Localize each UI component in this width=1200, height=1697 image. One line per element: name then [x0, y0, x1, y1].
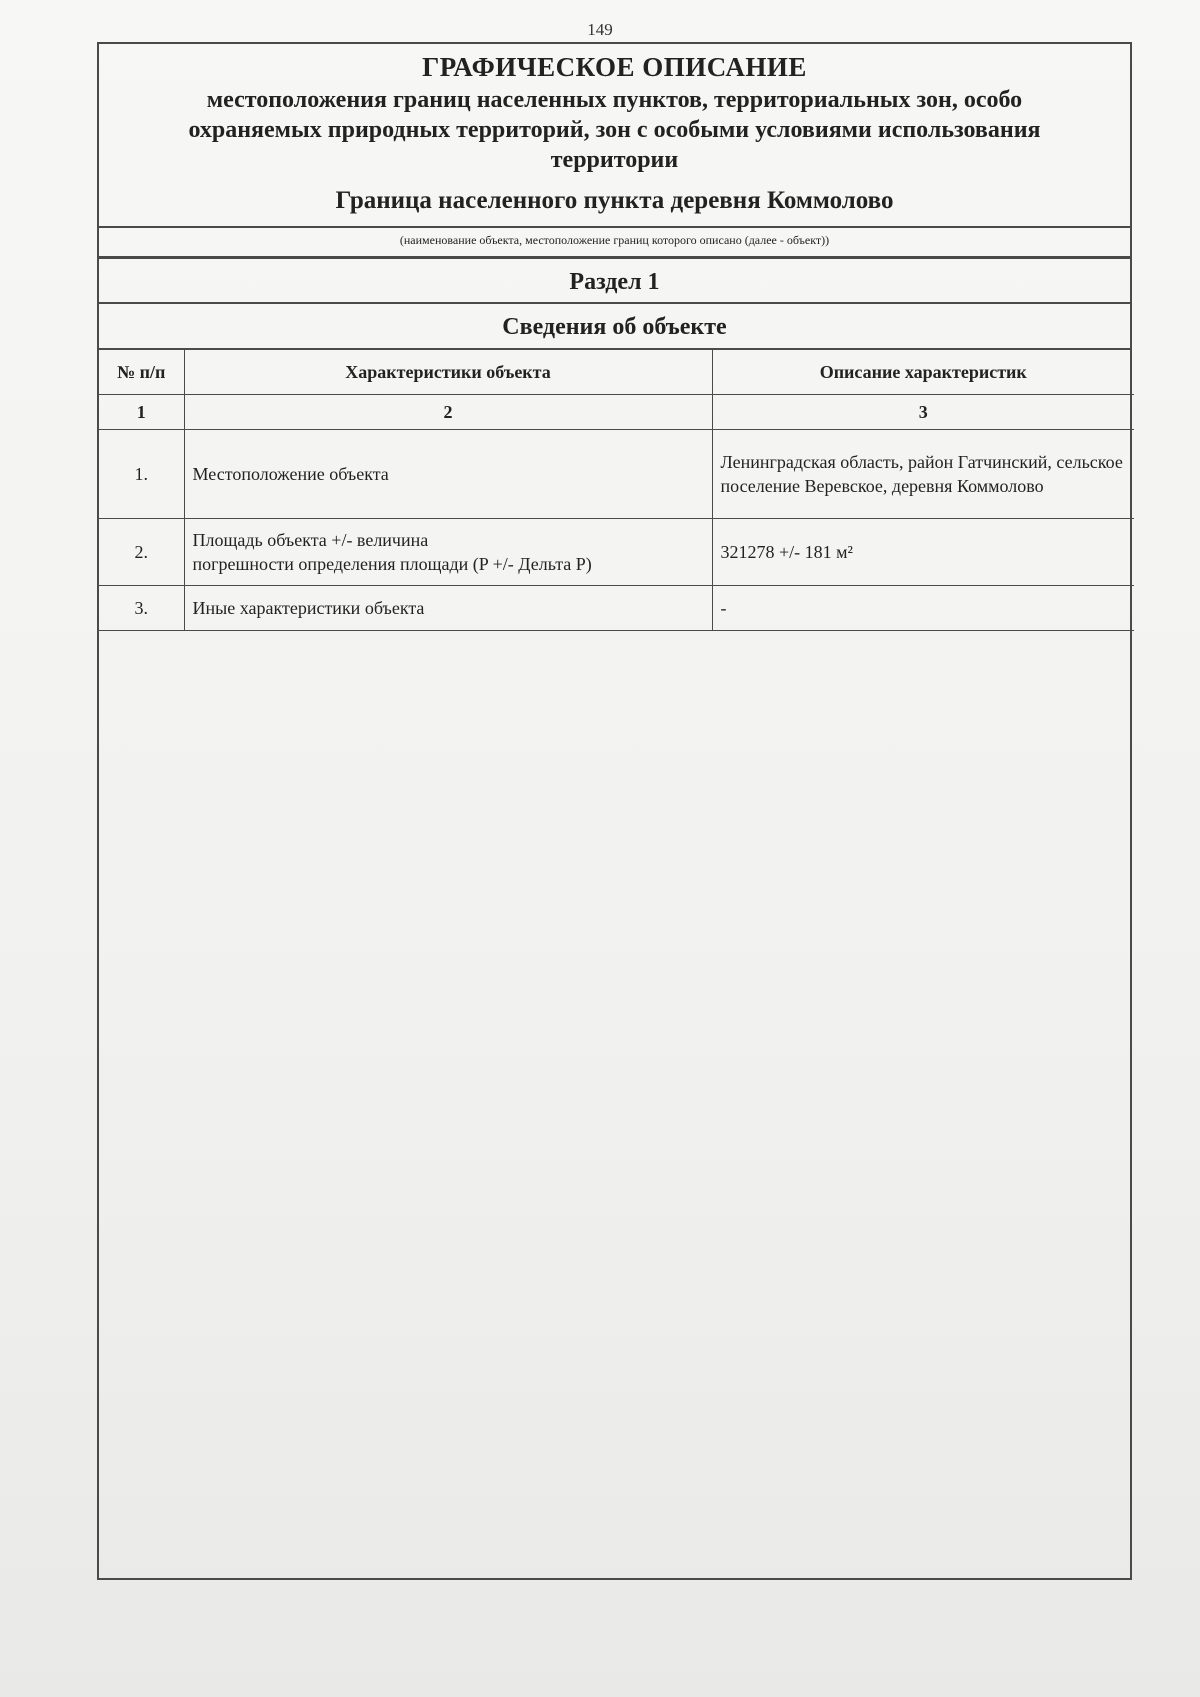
object-name: Граница населенного пункта деревня Коммолово: [335, 187, 894, 214]
section-heading: Сведения об объекте: [99, 304, 1130, 350]
row-characteristic: Иные характеристики объекта: [184, 586, 712, 631]
table-row: [99, 519, 1134, 586]
subtitle-line-1: местоположения границ населенных пунктов, территориальных зон, особо: [206, 87, 1023, 113]
column-numbers-row: [99, 395, 1134, 430]
document-subtitle: [99, 83, 1130, 175]
subtitle-line-3: территории: [550, 147, 679, 173]
document-frame: [97, 42, 1132, 1580]
header-cell-characteristic: Характеристики объекта: [184, 350, 712, 395]
row-number: 3.: [99, 586, 184, 631]
section-label: Раздел 1: [99, 258, 1130, 304]
header-cell-number: № п/п: [99, 350, 184, 395]
object-info-table: [99, 350, 1134, 631]
characteristic-line-2: погрешности определения площади (P +/- Дельта P): [192, 554, 592, 574]
header-cell-description: Описание характеристик: [712, 350, 1134, 395]
column-number-cell: 1: [99, 395, 184, 430]
table-row: [99, 586, 1134, 631]
row-description: -: [712, 586, 1134, 631]
column-number-cell: 3: [712, 395, 1134, 430]
subtitle-line-2: охраняемых природных территорий, зон с особыми условиями использования: [188, 117, 1041, 143]
header-block: [99, 44, 1130, 228]
column-number-cell: 2: [184, 395, 712, 430]
row-description: 321278 +/- 181 м²: [712, 519, 1134, 586]
characteristic-line-1: Площадь объекта +/- величина: [192, 530, 429, 550]
row-number: 1.: [99, 430, 184, 519]
table-header-row: [99, 350, 1134, 395]
row-characteristic: Местоположение объекта: [184, 430, 712, 519]
table-row: [99, 430, 1134, 519]
document-title: ГРАФИЧЕСКОЕ ОПИСАНИЕ: [422, 52, 807, 82]
object-caption: (наименование объекта, местоположение границ которого описано (далее - объект)): [99, 228, 1130, 258]
page-number: 149: [587, 20, 613, 39]
row-number: 2.: [99, 519, 184, 586]
row-characteristic: [184, 519, 712, 586]
row-description: Ленинградская область, район Гатчинский, сельское поселение Веревское, деревня Коммолово: [712, 430, 1134, 519]
